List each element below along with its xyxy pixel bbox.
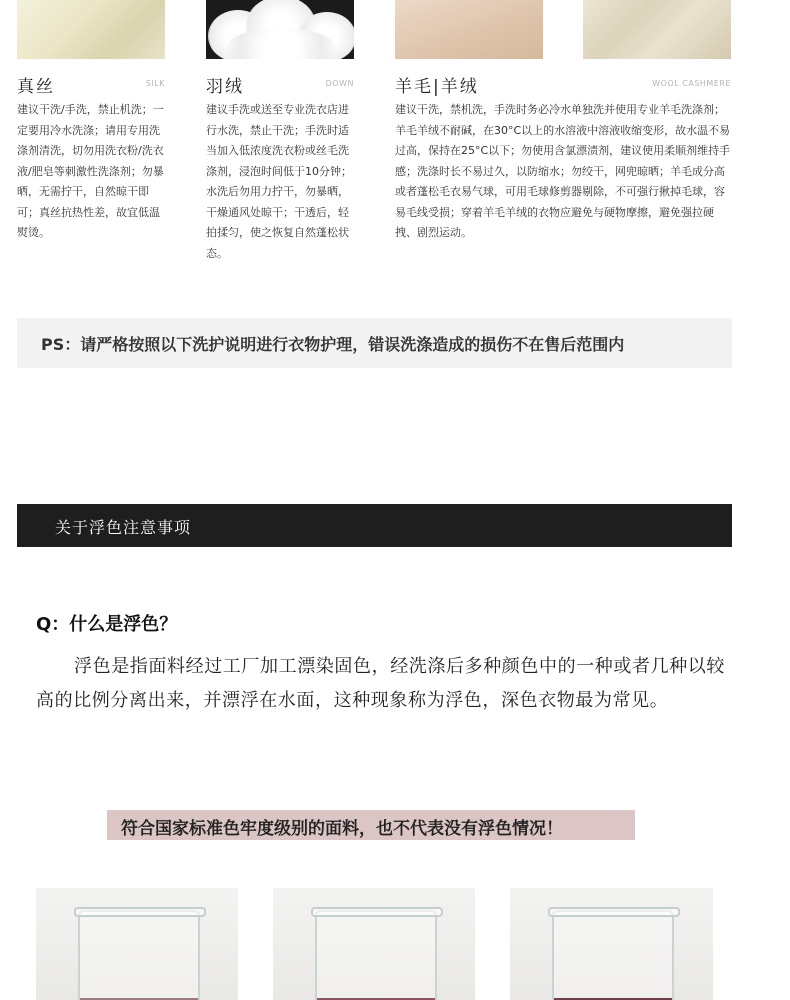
section-title: 关于浮色注意事项 <box>55 518 192 537</box>
beaker-icon <box>78 910 200 1000</box>
section-header-bar <box>17 504 732 547</box>
beaker-photo-light <box>36 888 238 1000</box>
silk-en-label: SILK <box>145 79 165 88</box>
ps-notice-text: PS：请严格按照以下洗护说明进行衣物护理，错误洗涤造成的损伤不在售后范围内 <box>41 335 625 354</box>
down-care-text: 建议手洗或送至专业洗衣店进行水洗，禁止干洗；手洗时适当加入低浓度洗衣粉或丝毛洗涤剂，浸泡时间低于10分钟；水洗后勿用力拧干，勿暴晒，干燥通风处晾干；干透后，轻拍揉匀，使之恢复自然蓬松状态。 <box>206 103 352 260</box>
faq-answer: 浮色是指面料经过工厂加工漂染固色，经洗涤后多种颜色中的一种或者几种以较高的比例分离出来，并漂浮在水面，这种现象称为浮色，深色衣物最为常见。 <box>36 656 725 711</box>
highlight-text: 符合国家标准色牢度级别的面料，也不代表没有浮色情况！ <box>121 819 563 839</box>
cashmere-fabric-image <box>583 0 731 59</box>
silk-fabric-image <box>17 0 165 59</box>
down-en-label: DOWN <box>325 79 354 88</box>
silk-title: 真丝 <box>17 77 55 97</box>
beaker-icon <box>552 910 674 1000</box>
wool-en-label: WOOL CASHMERE <box>652 79 731 88</box>
highlight-banner <box>107 810 635 840</box>
ps-notice-bar <box>17 318 732 368</box>
faq-question: Q：什么是浮色？ <box>36 614 178 635</box>
silk-care-text: 建议干洗/手洗，禁止机洗；一定要用冷水洗涤；请用专用洗涤剂清洗，切勿用洗衣粉/洗衣液/肥皂等刺激性洗涤剂；勿暴晒，无需拧干，自然晾干即可；真丝抗热性差，故宜低温熨烫。 <box>17 103 164 239</box>
down-title: 羽绒 <box>206 77 244 97</box>
wool-title: 羊毛|羊绒 <box>395 77 479 97</box>
down-feather-image <box>206 0 354 59</box>
beaker-icon <box>315 910 437 1000</box>
beaker-photo-dark <box>510 888 713 1000</box>
wool-fabric-image <box>395 0 543 59</box>
beaker-photo-medium <box>273 888 475 1000</box>
wool-care-text: 建议干洗，禁机洗，手洗时务必冷水单独洗并使用专业羊毛洗涤剂；羊毛羊绒不耐碱，在30°C以上的水溶液中溶液收缩变形，故水温不易过高，保持在25°C以下；勿使用含氯漂渍剂，建议使用柔顺剂维持手感；洗涤时长不易过久，以防缩水；勿绞干，网兜晾晒；羊毛成分高或者蓬松毛衣易气球，可用毛球修剪器剔除，不可强行揪掉毛球，容易毛线受损；穿着羊毛羊绒的衣物应避免与硬物摩擦，避免强拉硬拽、剧烈运动。 <box>395 103 731 239</box>
